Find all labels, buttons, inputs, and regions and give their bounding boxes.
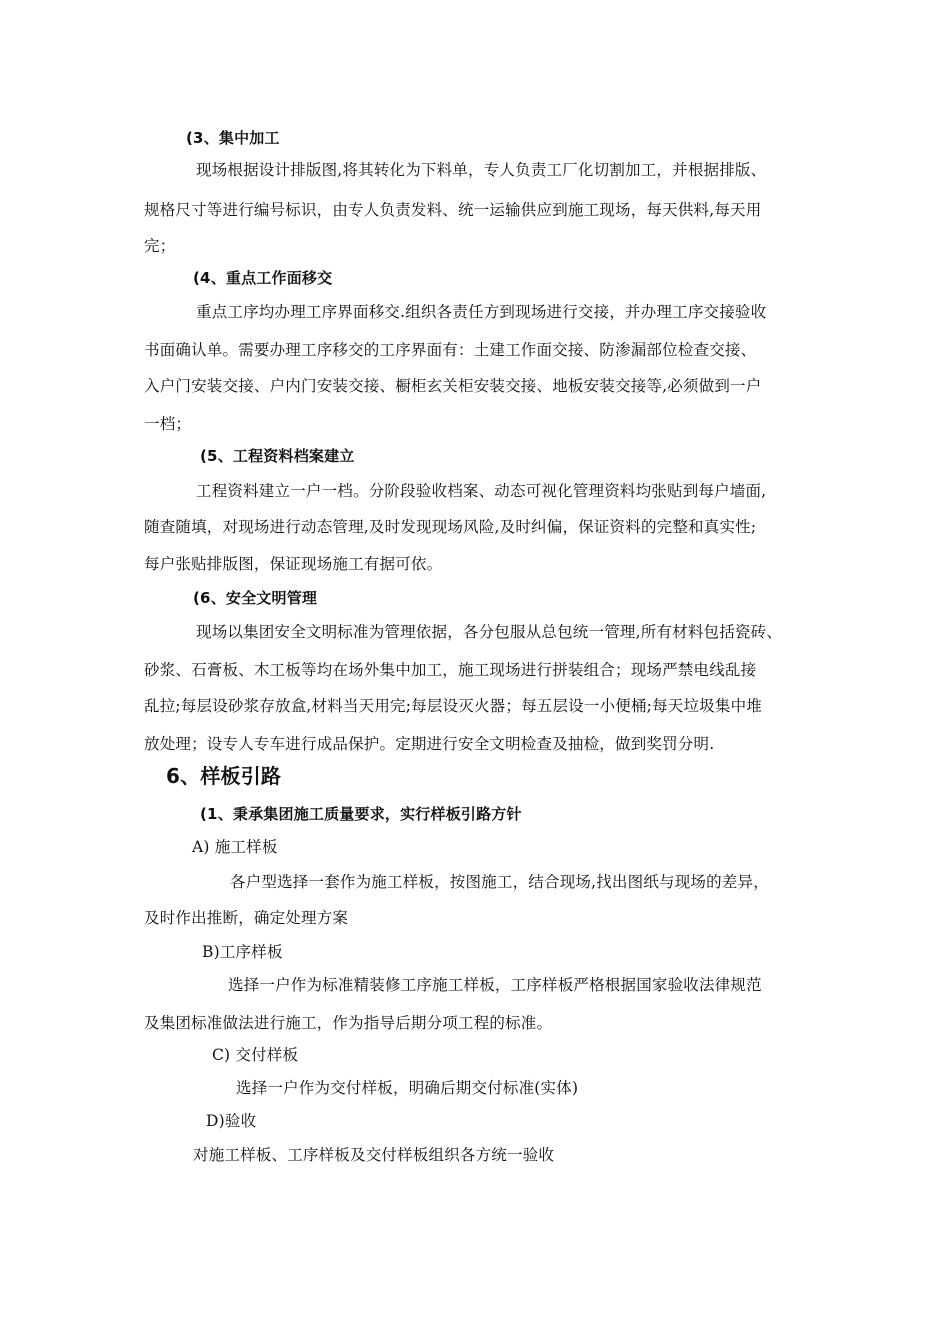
section-3-line-1: 现场根据设计排版图,将其转化为下料单，专人负责工厂化切割加工，并根据排版、	[196, 161, 767, 179]
section-5-title: (5、工程资料档案建立	[200, 447, 355, 465]
section-4-title: (4、重点工作面移交	[193, 269, 333, 287]
section-5-line-2: 随查随填，对现场进行动态管理,及时发现现场风险,及时纠偏，保证资料的完整和真实性;	[144, 518, 757, 536]
section-3-line-3: 完；	[144, 237, 176, 255]
item-c-line-1: 选择一户作为交付样板，明确后期交付标准(实体)	[236, 1079, 579, 1097]
section-4-line-4: 一档；	[144, 415, 192, 433]
section-3-title: (3、集中加工	[186, 129, 280, 147]
item-b-line-2: 及集团标准做法进行施工，作为指导后期分项工程的标准。	[144, 1014, 553, 1032]
item-a-line-1: 各户型选择一套作为施工样板，按图施工，结合现场,找出图纸与现场的差异，	[230, 873, 769, 891]
item-d-label: D)验收	[206, 1112, 257, 1130]
section-5-line-3: 每户张贴排版图，保证现场施工有据可依。	[144, 555, 443, 573]
section-6-title: (6、安全文明管理	[193, 589, 318, 607]
section-6-line-1: 现场以集团安全文明标准为管理依据，各分包服从总包统一管理,所有材料包括瓷砖、	[196, 623, 783, 641]
section-3-line-2: 规格尺寸等进行编号标识，由专人负责发料、统一运输供应到施工现场，每天供料,每天用	[144, 201, 762, 219]
section-6-line-2: 砂浆、石膏板、木工板等均在场外集中加工，施工现场进行拼装组合；现场严禁电线乱接	[144, 661, 757, 679]
item-d-line-1: 对施工样板、工序样板及交付样板组织各方统一验收	[193, 1146, 555, 1164]
item-b-line-1: 选择一户作为标准精装修工序施工样板，工序样板严格根据国家验收法律规范	[228, 976, 762, 994]
section-6-line-3: 乱拉;每层设砂浆存放盒,材料当天用完;每层设灭火器；每五层设一小便桶;每天垃圾集中堆	[144, 697, 762, 715]
item-a-line-2: 及时作出推断，确定处理方案	[144, 909, 349, 927]
section-4-line-1: 重点工序均办理工序界面移交.组织各责任方到现场进行交接，并办理工序交接验收	[196, 303, 767, 321]
chapter-heading: 6、样板引路	[166, 764, 282, 788]
item-a-label: A) 施工样板	[192, 838, 278, 856]
item-c-label: C) 交付样板	[212, 1046, 299, 1064]
item-b-label: B)工序样板	[202, 943, 283, 961]
section-6-line-4: 放处理；设专人专车进行成品保护。定期进行安全文明检查及抽检，做到奖罚分明.	[144, 735, 715, 753]
section-4-line-3: 入户门安装交接、户内门安装交接、橱柜玄关柜安装交接、地板安装交接等,必须做到一户	[144, 377, 762, 395]
section-4-line-2: 书面确认单。需要办理工序移交的工序界面有：土建工作面交接、防渗漏部位检查交接、	[144, 341, 757, 359]
chapter-subheading: (1、秉承集团施工质量要求，实行样板引路方针	[200, 805, 522, 823]
section-5-line-1: 工程资料建立一户一档。分阶段验收档案、动态可视化管理资料均张贴到每户墙面,	[196, 482, 767, 500]
